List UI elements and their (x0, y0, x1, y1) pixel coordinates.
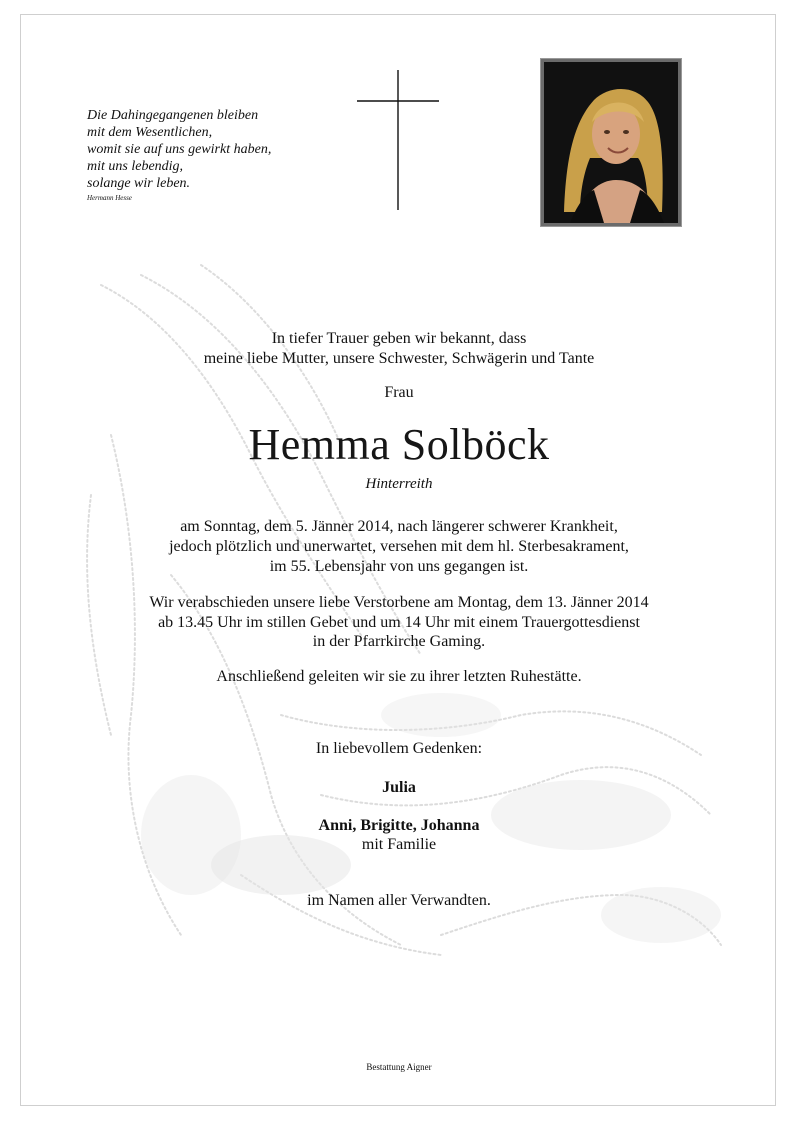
death-line: im 55. Lebensjahr von uns gegangen ist. (269, 558, 529, 575)
farewell-line: in der Pfarrkirche Gaming. (312, 633, 486, 650)
deceased-place: Hinterreith (365, 476, 433, 492)
salutation: Frau (384, 384, 414, 401)
announcement-line: In tiefer Trauer geben wir bekannt, dass (271, 330, 527, 347)
mourner-sisters: Anni, Brigitte, Johanna (318, 817, 480, 834)
quote-line: Die Dahingegangenen bleiben (87, 108, 259, 123)
burial-text: Anschließend geleiten wir sie zu ihrer letzten Ruhestätte. (216, 668, 582, 685)
hesse-quote (87, 107, 271, 203)
deceased-name: Hemma Solböck (248, 420, 550, 469)
quote-line: solange wir leben. (87, 176, 191, 191)
quote-line: womit sie auf uns gewirkt haben, (87, 142, 272, 157)
mourners-intro: In liebevollem Gedenken: (315, 740, 483, 757)
cross-icon (357, 70, 439, 210)
portrait-photo (541, 59, 681, 226)
obituary-sheet (20, 14, 776, 1106)
quote-line: mit uns lebendig, (87, 159, 184, 174)
death-line: am Sonntag, dem 5. Jänner 2014, nach längerer schwerer Krankheit, (180, 518, 618, 535)
quote-line: mit dem Wesentlichen, (87, 125, 213, 140)
quote-author: Hermann Hesse (87, 194, 132, 202)
mourner-relatives: im Namen aller Verwandten. (307, 892, 491, 909)
funeral-home: Bestattung Aigner (366, 1062, 432, 1072)
farewell-line: ab 13.45 Uhr im stillen Gebet und um 14 Uhr mit einem Trauergottesdienst (158, 614, 640, 631)
farewell-line: Wir verabschieden unsere liebe Verstorbene am Montag, dem 13. Jänner 2014 (149, 594, 649, 611)
death-line: jedoch plötzlich und unerwartet, versehen mit dem hl. Sterbesakrament, (169, 538, 629, 555)
mourner-family: mit Familie (361, 836, 437, 853)
announcement-line: meine liebe Mutter, unsere Schwester, Schwägerin und Tante (203, 350, 595, 367)
mourner-daughter: Julia (382, 779, 416, 796)
